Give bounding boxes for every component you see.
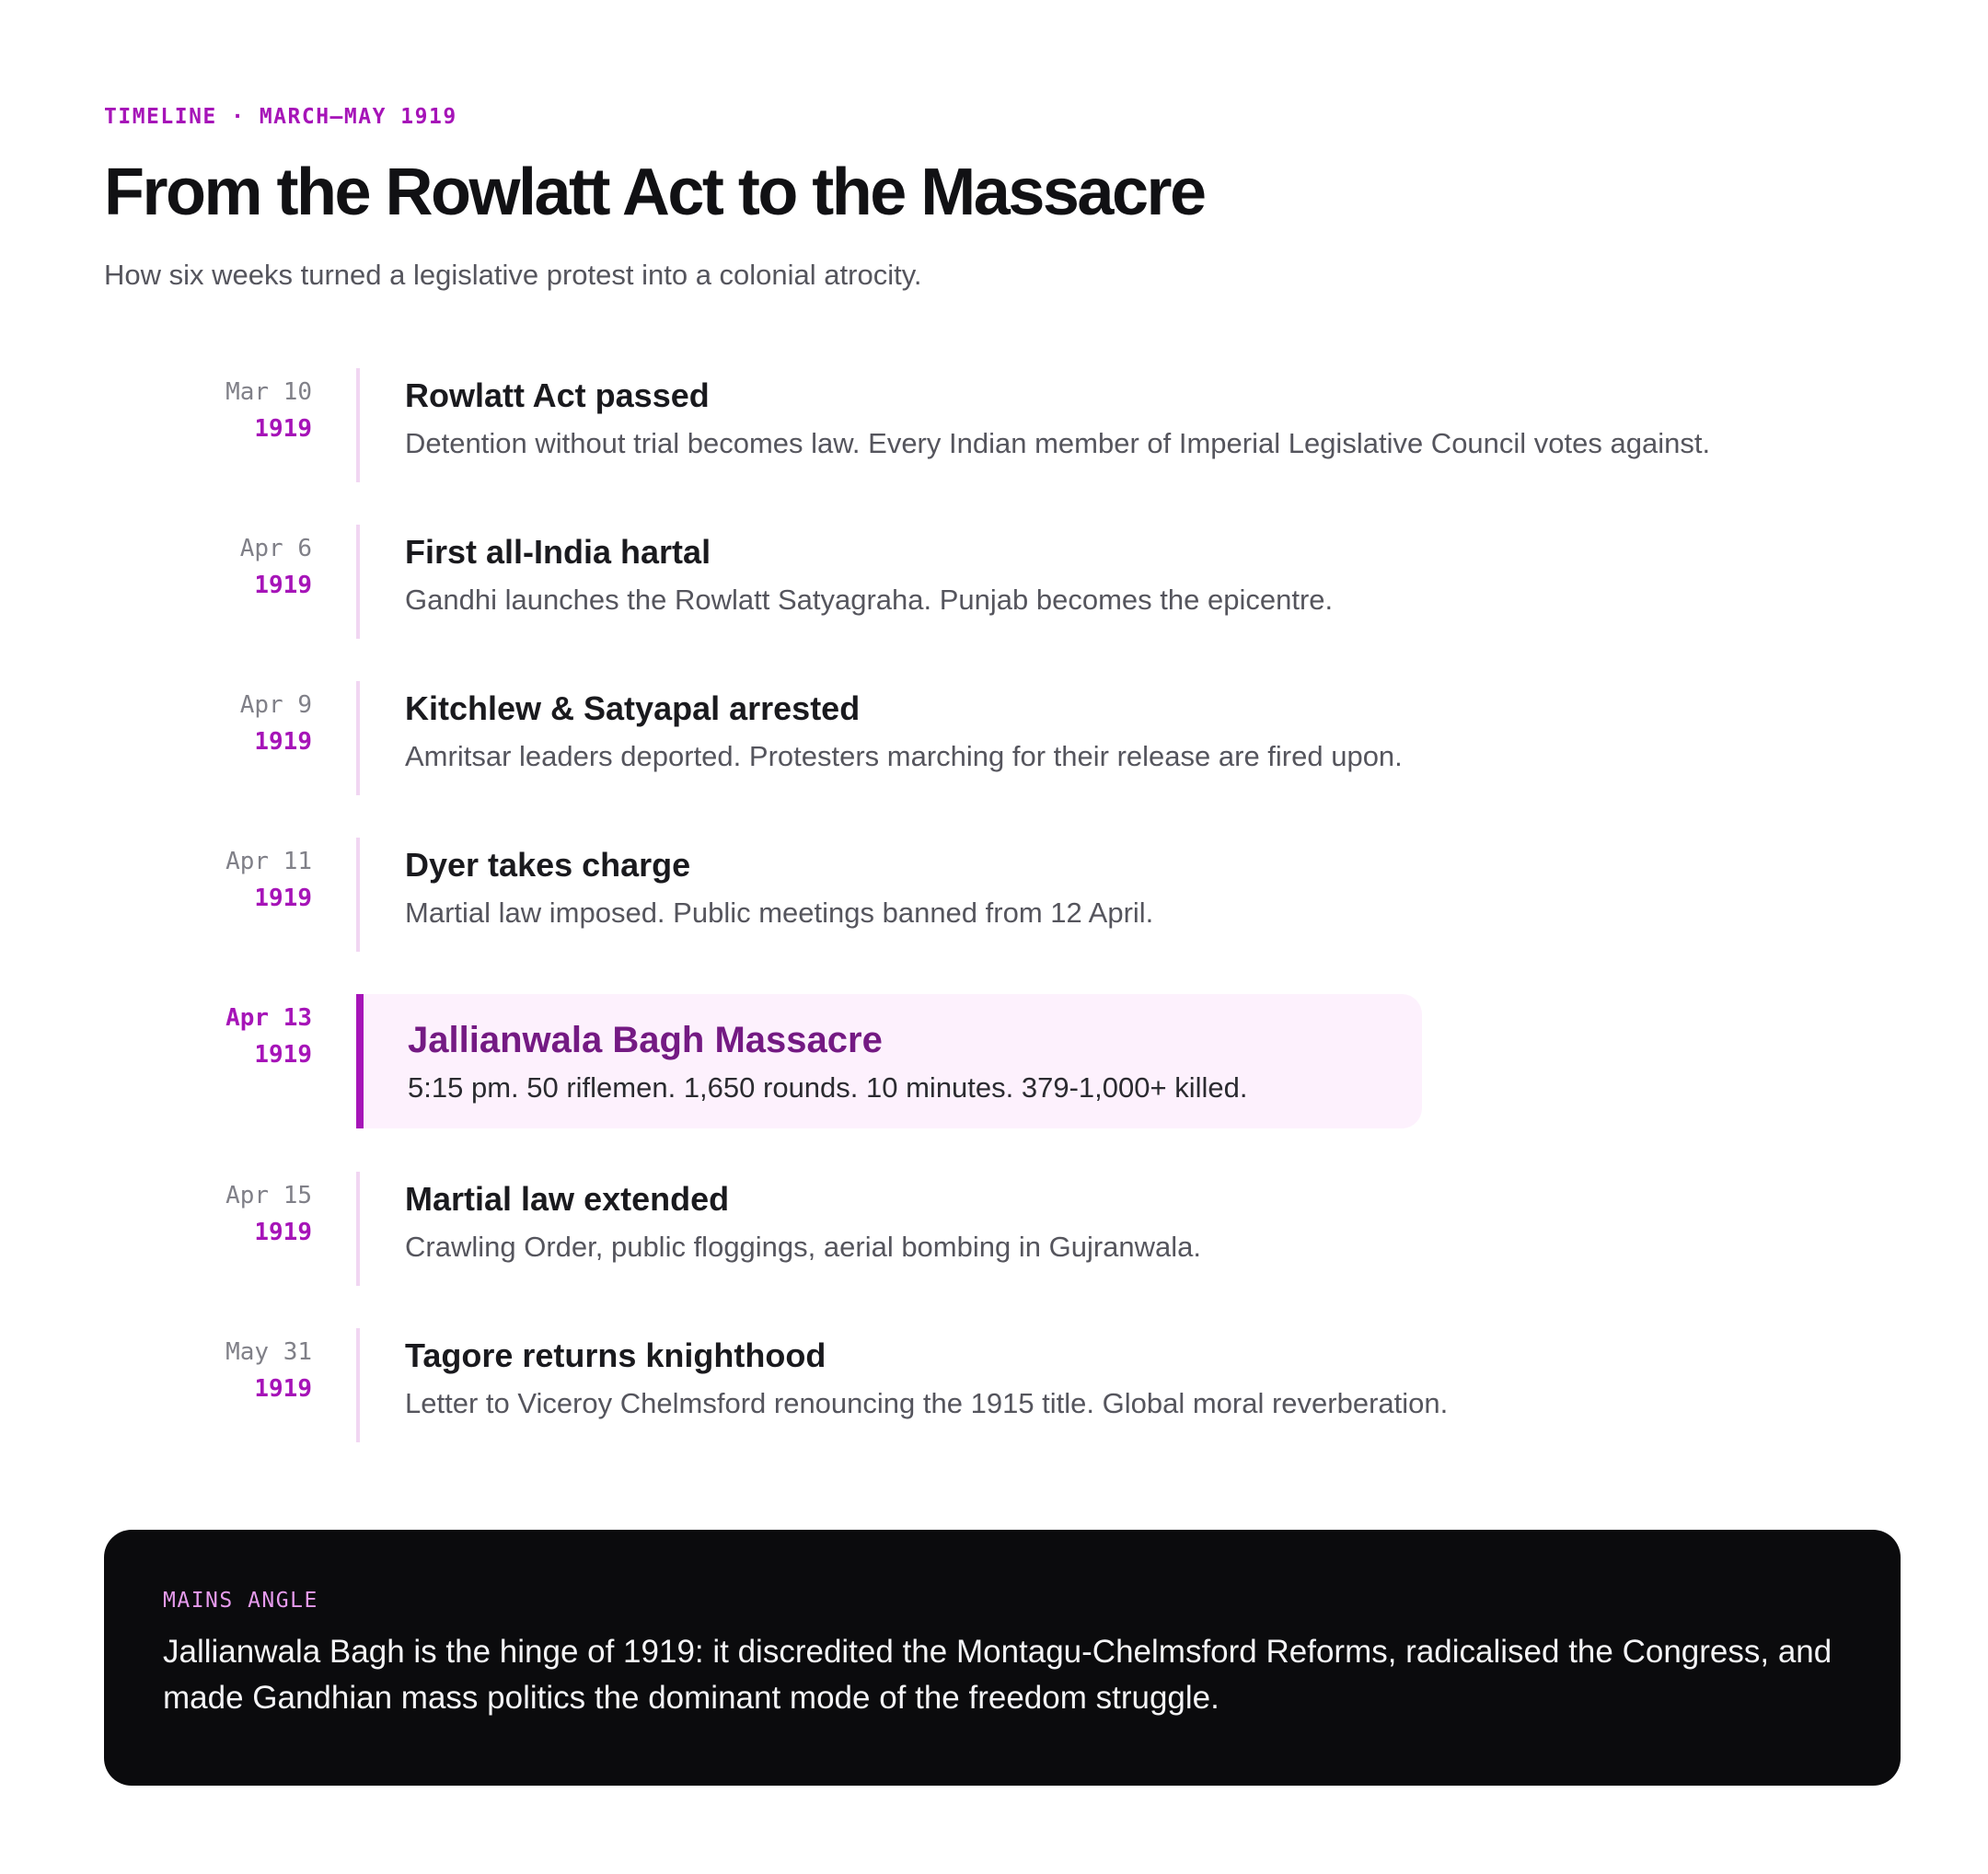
event-date-day: Mar 10: [225, 378, 312, 406]
event-description: Crawling Order, public floggings, aerial bombing in Gujranwala.: [405, 1231, 1202, 1263]
event-description: Detention without trial becomes law. Every Indian member of Imperial Legislative Council votes against.: [405, 427, 1711, 459]
event-date-year: 1919: [254, 1375, 312, 1403]
event-description: 5:15 pm. 50 riflemen. 1,650 rounds. 10 minutes. 379-1,000+ killed.: [408, 1071, 1248, 1104]
timeline-event-arrests: [104, 681, 1899, 795]
timeline-rail: [356, 681, 360, 795]
event-date-year: 1919: [254, 885, 312, 912]
event-date: [104, 1177, 312, 1251]
event-content: [405, 1336, 1448, 1422]
event-content: [408, 1020, 1247, 1106]
mains-angle-callout: [104, 1530, 1901, 1786]
page-subtitle: How six weeks turned a legislative protest into a colonial atrocity.: [104, 259, 922, 291]
timeline-event-martial-law: [104, 1172, 1899, 1286]
timeline-rail: [356, 1172, 360, 1286]
event-title: Dyer takes charge: [405, 846, 691, 884]
event-date: [104, 374, 312, 447]
event-date-year: 1919: [254, 728, 312, 756]
event-description: Amritsar leaders deported. Protesters marching for their release are fired upon.: [405, 740, 1403, 772]
timeline-rail: [356, 368, 360, 482]
event-description: Martial law imposed. Public meetings banned from 12 April.: [405, 897, 1154, 929]
event-date-day: Apr 15: [225, 1182, 312, 1209]
event-description: Letter to Viceroy Chelmsford renouncing the 1915 title. Global moral reverberation.: [405, 1387, 1449, 1419]
event-content: [405, 1179, 1201, 1266]
event-date-day: Apr 6: [239, 535, 312, 562]
timeline-event-dyer: [104, 838, 1899, 952]
timeline-rail-accent: [356, 994, 364, 1128]
timeline-event-hartal: [104, 525, 1899, 639]
event-date-year: 1919: [254, 1219, 312, 1246]
timeline-event-massacre-highlighted: [104, 994, 1899, 1128]
timeline-rail: [356, 525, 360, 639]
timeline-event-tagore: [104, 1328, 1899, 1442]
event-date-day: Apr 13: [225, 1004, 312, 1032]
event-date-year: 1919: [254, 572, 312, 599]
event-title: Jallianwala Bagh Massacre: [408, 1020, 883, 1060]
event-date: [104, 687, 312, 760]
event-date: [104, 843, 312, 917]
event-title: Tagore returns knighthood: [405, 1336, 826, 1374]
event-content: [405, 532, 1333, 619]
event-date: [104, 1000, 312, 1073]
event-date-year: 1919: [254, 415, 312, 443]
event-content: [405, 845, 1153, 931]
event-date: [104, 1334, 312, 1407]
event-date-day: May 31: [225, 1338, 312, 1366]
timeline-rail: [356, 838, 360, 952]
callout-text: Jallianwala Bagh is the hinge of 1919: it discredited the Montagu-Chelmsford Reforms, radicalised the Congress, and made Gandhian mass politics the dominant mode of the freedom struggle.: [163, 1634, 1832, 1716]
event-date-year: 1919: [254, 1041, 312, 1069]
event-title: Rowlatt Act passed: [405, 376, 710, 414]
event-date-day: Apr 9: [239, 691, 312, 719]
timeline-event-rowlatt-act: [104, 368, 1899, 482]
event-title: Martial law extended: [405, 1180, 730, 1218]
eyebrow-label: TIMELINE · MARCH–MAY 1919: [104, 105, 457, 129]
callout-label: MAINS ANGLE: [163, 1589, 318, 1613]
event-content: [405, 376, 1710, 462]
page-title: From the Rowlatt Act to the Massacre: [104, 156, 1205, 229]
event-date-day: Apr 11: [225, 848, 312, 875]
event-title: First all-India hartal: [405, 533, 711, 571]
event-content: [405, 688, 1403, 775]
timeline-rail: [356, 1328, 360, 1442]
event-title: Kitchlew & Satyapal arrested: [405, 689, 861, 727]
event-description: Gandhi launches the Rowlatt Satyagraha. Punjab becomes the epicentre.: [405, 584, 1334, 616]
event-date: [104, 530, 312, 604]
